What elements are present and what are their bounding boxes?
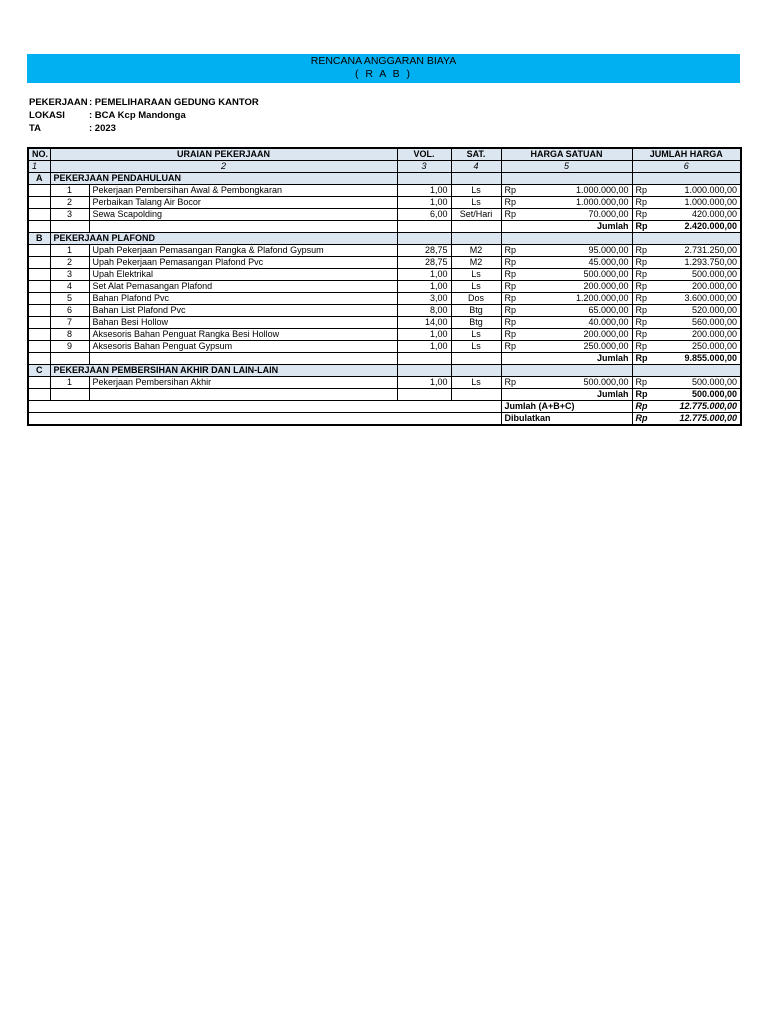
item-row bbox=[28, 269, 741, 281]
item-description: Bahan Besi Hollow bbox=[89, 317, 397, 329]
empty-cell bbox=[397, 353, 451, 365]
item-description: Upah Pekerjaan Pemasangan Rangka & Plafond Gypsum bbox=[89, 245, 397, 257]
item-unit: Dos bbox=[451, 293, 501, 305]
empty-cell bbox=[451, 173, 501, 185]
item-total-price: 2.731.250,00 bbox=[656, 245, 741, 257]
empty-cell bbox=[50, 389, 89, 401]
subtotal-label: Jumlah bbox=[501, 221, 632, 233]
empty-cell bbox=[28, 293, 50, 305]
col-header-no: NO. bbox=[28, 148, 50, 161]
currency-label: Rp bbox=[632, 197, 656, 209]
currency-label: Rp bbox=[632, 353, 656, 365]
currency-label: Rp bbox=[501, 341, 525, 353]
empty-cell bbox=[451, 353, 501, 365]
item-unit: Btg bbox=[451, 317, 501, 329]
info-row-pekerjaan bbox=[29, 96, 259, 109]
rab-table bbox=[27, 147, 742, 426]
item-row bbox=[28, 257, 741, 269]
item-total-price: 500.000,00 bbox=[656, 269, 741, 281]
empty-cell bbox=[451, 365, 501, 377]
section-row bbox=[28, 233, 741, 245]
item-unit: Ls bbox=[451, 269, 501, 281]
currency-label: Rp bbox=[632, 377, 656, 389]
item-unit-price: 1.000.000,00 bbox=[525, 197, 632, 209]
item-volume: 6,00 bbox=[397, 209, 451, 221]
item-row bbox=[28, 293, 741, 305]
item-total-price: 200.000,00 bbox=[656, 281, 741, 293]
subtotal-label: Jumlah bbox=[501, 389, 632, 401]
header-row bbox=[28, 148, 741, 161]
empty-cell bbox=[28, 269, 50, 281]
currency-label: Rp bbox=[501, 197, 525, 209]
currency-label: Rp bbox=[632, 245, 656, 257]
rounded-total-value: 12.775.000,00 bbox=[656, 413, 741, 426]
section-title: PEKERJAAN PLAFOND bbox=[50, 233, 397, 245]
item-unit: Ls bbox=[451, 341, 501, 353]
currency-label: Rp bbox=[632, 185, 656, 197]
ta-value: : 2023 bbox=[89, 123, 116, 134]
col-header-sat: SAT. bbox=[451, 148, 501, 161]
currency-label: Rp bbox=[632, 329, 656, 341]
currency-label: Rp bbox=[501, 293, 525, 305]
currency-label: Rp bbox=[501, 257, 525, 269]
empty-cell bbox=[632, 173, 741, 185]
empty-cell bbox=[397, 221, 451, 233]
item-row bbox=[28, 185, 741, 197]
item-unit-price: 500.000,00 bbox=[525, 269, 632, 281]
pekerjaan-label: PEKERJAAN bbox=[29, 97, 88, 108]
empty-cell bbox=[28, 341, 50, 353]
item-number: 8 bbox=[50, 329, 89, 341]
currency-label: Rp bbox=[501, 269, 525, 281]
index-cell: 2 bbox=[50, 161, 397, 173]
item-unit: Set/Hari bbox=[451, 209, 501, 221]
col-header-harga-satuan: HARGA SATUAN bbox=[501, 148, 632, 161]
item-unit-price: 40.000,00 bbox=[525, 317, 632, 329]
item-row bbox=[28, 317, 741, 329]
rounded-total-row bbox=[28, 413, 741, 426]
empty-cell bbox=[28, 245, 50, 257]
section-title: PEKERJAAN PEMBERSIHAN AKHIR DAN LAIN-LAIN bbox=[50, 365, 397, 377]
item-unit: Ls bbox=[451, 377, 501, 389]
empty-cell bbox=[632, 365, 741, 377]
currency-label: Rp bbox=[501, 305, 525, 317]
item-volume: 1,00 bbox=[397, 341, 451, 353]
item-number: 9 bbox=[50, 341, 89, 353]
item-volume: 3,00 bbox=[397, 293, 451, 305]
subtotal-row bbox=[28, 221, 741, 233]
grand-total-value: 12.775.000,00 bbox=[656, 401, 741, 413]
item-row bbox=[28, 305, 741, 317]
section-row bbox=[28, 365, 741, 377]
item-number: 3 bbox=[50, 269, 89, 281]
empty-cell bbox=[50, 221, 89, 233]
ta-label: TA bbox=[29, 123, 41, 134]
item-row bbox=[28, 329, 741, 341]
item-description: Bahan Plafond Pvc bbox=[89, 293, 397, 305]
title-banner bbox=[27, 54, 740, 83]
currency-label: Rp bbox=[632, 209, 656, 221]
item-unit-price: 200.000,00 bbox=[525, 281, 632, 293]
document-subtitle: ( R A B ) bbox=[354, 68, 413, 80]
empty-cell bbox=[28, 413, 501, 426]
item-total-price: 1.000.000,00 bbox=[656, 197, 741, 209]
empty-cell bbox=[28, 317, 50, 329]
item-row bbox=[28, 377, 741, 389]
item-row bbox=[28, 281, 741, 293]
item-unit-price: 1.000.000,00 bbox=[525, 185, 632, 197]
item-row bbox=[28, 341, 741, 353]
item-total-price: 3.600.000,00 bbox=[656, 293, 741, 305]
currency-label: Rp bbox=[632, 281, 656, 293]
item-description: Aksesoris Bahan Penguat Gypsum bbox=[89, 341, 397, 353]
item-volume: 1,00 bbox=[397, 185, 451, 197]
empty-cell bbox=[89, 221, 397, 233]
item-unit-price: 45.000,00 bbox=[525, 257, 632, 269]
item-number: 4 bbox=[50, 281, 89, 293]
section-code: B bbox=[28, 233, 50, 245]
empty-cell bbox=[28, 197, 50, 209]
item-unit: M2 bbox=[451, 257, 501, 269]
project-info bbox=[29, 96, 259, 135]
item-volume: 28,75 bbox=[397, 245, 451, 257]
empty-cell bbox=[28, 281, 50, 293]
item-total-price: 1.000.000,00 bbox=[656, 185, 741, 197]
currency-label: Rp bbox=[632, 413, 656, 426]
index-cell: 1 bbox=[28, 161, 50, 173]
currency-label: Rp bbox=[501, 281, 525, 293]
item-unit: M2 bbox=[451, 245, 501, 257]
item-volume: 28,75 bbox=[397, 257, 451, 269]
item-total-price: 420.000,00 bbox=[656, 209, 741, 221]
info-row-lokasi bbox=[29, 109, 259, 122]
currency-label: Rp bbox=[632, 257, 656, 269]
item-unit-price: 200.000,00 bbox=[525, 329, 632, 341]
item-volume: 8,00 bbox=[397, 305, 451, 317]
item-description: Upah Elektrikal bbox=[89, 269, 397, 281]
item-description: Set Alat Pemasangan Plafond bbox=[89, 281, 397, 293]
empty-cell bbox=[397, 365, 451, 377]
item-description: Pekerjaan Pembersihan Akhir bbox=[89, 377, 397, 389]
item-unit-price: 95.000,00 bbox=[525, 245, 632, 257]
empty-cell bbox=[501, 365, 632, 377]
section-title: PEKERJAAN PENDAHULUAN bbox=[50, 173, 397, 185]
item-total-price: 1.293.750,00 bbox=[656, 257, 741, 269]
section-code: A bbox=[28, 173, 50, 185]
lokasi-value: : BCA Kcp Mandonga bbox=[89, 110, 186, 121]
empty-cell bbox=[28, 221, 50, 233]
item-unit: Ls bbox=[451, 197, 501, 209]
item-number: 2 bbox=[50, 257, 89, 269]
item-unit-price: 70.000,00 bbox=[525, 209, 632, 221]
item-description: Pekerjaan Pembersihan Awal & Pembongkaran bbox=[89, 185, 397, 197]
empty-cell bbox=[28, 305, 50, 317]
currency-label: Rp bbox=[632, 341, 656, 353]
index-cell: 6 bbox=[632, 161, 741, 173]
item-total-price: 560.000,00 bbox=[656, 317, 741, 329]
item-number: 1 bbox=[50, 185, 89, 197]
section-row bbox=[28, 173, 741, 185]
empty-cell bbox=[28, 353, 50, 365]
currency-label: Rp bbox=[632, 221, 656, 233]
empty-cell bbox=[50, 353, 89, 365]
item-unit-price: 1.200.000,00 bbox=[525, 293, 632, 305]
index-cell: 3 bbox=[397, 161, 451, 173]
item-number: 5 bbox=[50, 293, 89, 305]
item-total-price: 500.000,00 bbox=[656, 377, 741, 389]
section-code: C bbox=[28, 365, 50, 377]
item-unit: Ls bbox=[451, 329, 501, 341]
item-volume: 14,00 bbox=[397, 317, 451, 329]
empty-cell bbox=[28, 401, 501, 413]
lokasi-label: LOKASI bbox=[29, 110, 65, 121]
currency-label: Rp bbox=[632, 293, 656, 305]
empty-cell bbox=[451, 221, 501, 233]
item-description: Bahan List Plafond Pvc bbox=[89, 305, 397, 317]
rab-body bbox=[28, 173, 741, 426]
empty-cell bbox=[397, 173, 451, 185]
empty-cell bbox=[28, 377, 50, 389]
item-number: 3 bbox=[50, 209, 89, 221]
item-description: Upah Pekerjaan Pemasangan Plafond Pvc bbox=[89, 257, 397, 269]
empty-cell bbox=[397, 233, 451, 245]
item-number: 2 bbox=[50, 197, 89, 209]
empty-cell bbox=[501, 233, 632, 245]
item-row bbox=[28, 209, 741, 221]
item-unit: Btg bbox=[451, 305, 501, 317]
item-description: Perbaikan Talang Air Bocor bbox=[89, 197, 397, 209]
item-volume: 1,00 bbox=[397, 281, 451, 293]
item-number: 1 bbox=[50, 377, 89, 389]
currency-label: Rp bbox=[632, 401, 656, 413]
item-unit-price: 500.000,00 bbox=[525, 377, 632, 389]
item-number: 7 bbox=[50, 317, 89, 329]
item-total-price: 250.000,00 bbox=[656, 341, 741, 353]
currency-label: Rp bbox=[632, 317, 656, 329]
item-volume: 1,00 bbox=[397, 329, 451, 341]
empty-cell bbox=[28, 209, 50, 221]
item-total-price: 200.000,00 bbox=[656, 329, 741, 341]
item-unit: Ls bbox=[451, 281, 501, 293]
subtotal-row bbox=[28, 353, 741, 365]
col-header-uraian: URAIAN PEKERJAAN bbox=[50, 148, 397, 161]
index-cell: 4 bbox=[451, 161, 501, 173]
empty-cell bbox=[28, 257, 50, 269]
item-row bbox=[28, 197, 741, 209]
currency-label: Rp bbox=[501, 329, 525, 341]
item-number: 1 bbox=[50, 245, 89, 257]
empty-cell bbox=[451, 233, 501, 245]
item-description: Aksesoris Bahan Penguat Rangka Besi Hollow bbox=[89, 329, 397, 341]
subtotal-value: 2.420.000,00 bbox=[656, 221, 741, 233]
currency-label: Rp bbox=[501, 185, 525, 197]
item-volume: 1,00 bbox=[397, 197, 451, 209]
currency-label: Rp bbox=[501, 317, 525, 329]
empty-cell bbox=[28, 185, 50, 197]
currency-label: Rp bbox=[632, 389, 656, 401]
empty-cell bbox=[89, 353, 397, 365]
subtotal-row bbox=[28, 389, 741, 401]
currency-label: Rp bbox=[501, 377, 525, 389]
rounded-total-label: Dibulatkan bbox=[501, 413, 632, 426]
item-description: Sewa Scapolding bbox=[89, 209, 397, 221]
empty-cell bbox=[89, 389, 397, 401]
item-unit-price: 250.000,00 bbox=[525, 341, 632, 353]
item-unit-price: 65.000,00 bbox=[525, 305, 632, 317]
index-row bbox=[28, 161, 741, 173]
currency-label: Rp bbox=[501, 209, 525, 221]
item-total-price: 520.000,00 bbox=[656, 305, 741, 317]
document-title: RENCANA ANGGARAN BIAYA bbox=[310, 55, 457, 67]
currency-label: Rp bbox=[632, 305, 656, 317]
empty-cell bbox=[28, 329, 50, 341]
empty-cell bbox=[451, 389, 501, 401]
item-volume: 1,00 bbox=[397, 269, 451, 281]
col-header-vol: VOL. bbox=[397, 148, 451, 161]
item-row bbox=[28, 245, 741, 257]
empty-cell bbox=[501, 173, 632, 185]
subtotal-value: 9.855.000,00 bbox=[656, 353, 741, 365]
pekerjaan-value: : PEMELIHARAAN GEDUNG KANTOR bbox=[89, 97, 259, 108]
info-row-ta bbox=[29, 122, 259, 135]
col-header-jumlah-harga: JUMLAH HARGA bbox=[632, 148, 741, 161]
currency-label: Rp bbox=[632, 269, 656, 281]
grand-total-row bbox=[28, 401, 741, 413]
empty-cell bbox=[632, 233, 741, 245]
item-unit: Ls bbox=[451, 185, 501, 197]
grand-total-label: Jumlah (A+B+C) bbox=[501, 401, 632, 413]
empty-cell bbox=[397, 389, 451, 401]
subtotal-value: 500.000,00 bbox=[656, 389, 741, 401]
empty-cell bbox=[28, 389, 50, 401]
subtotal-label: Jumlah bbox=[501, 353, 632, 365]
item-number: 6 bbox=[50, 305, 89, 317]
index-cell: 5 bbox=[501, 161, 632, 173]
item-volume: 1,00 bbox=[397, 377, 451, 389]
currency-label: Rp bbox=[501, 245, 525, 257]
